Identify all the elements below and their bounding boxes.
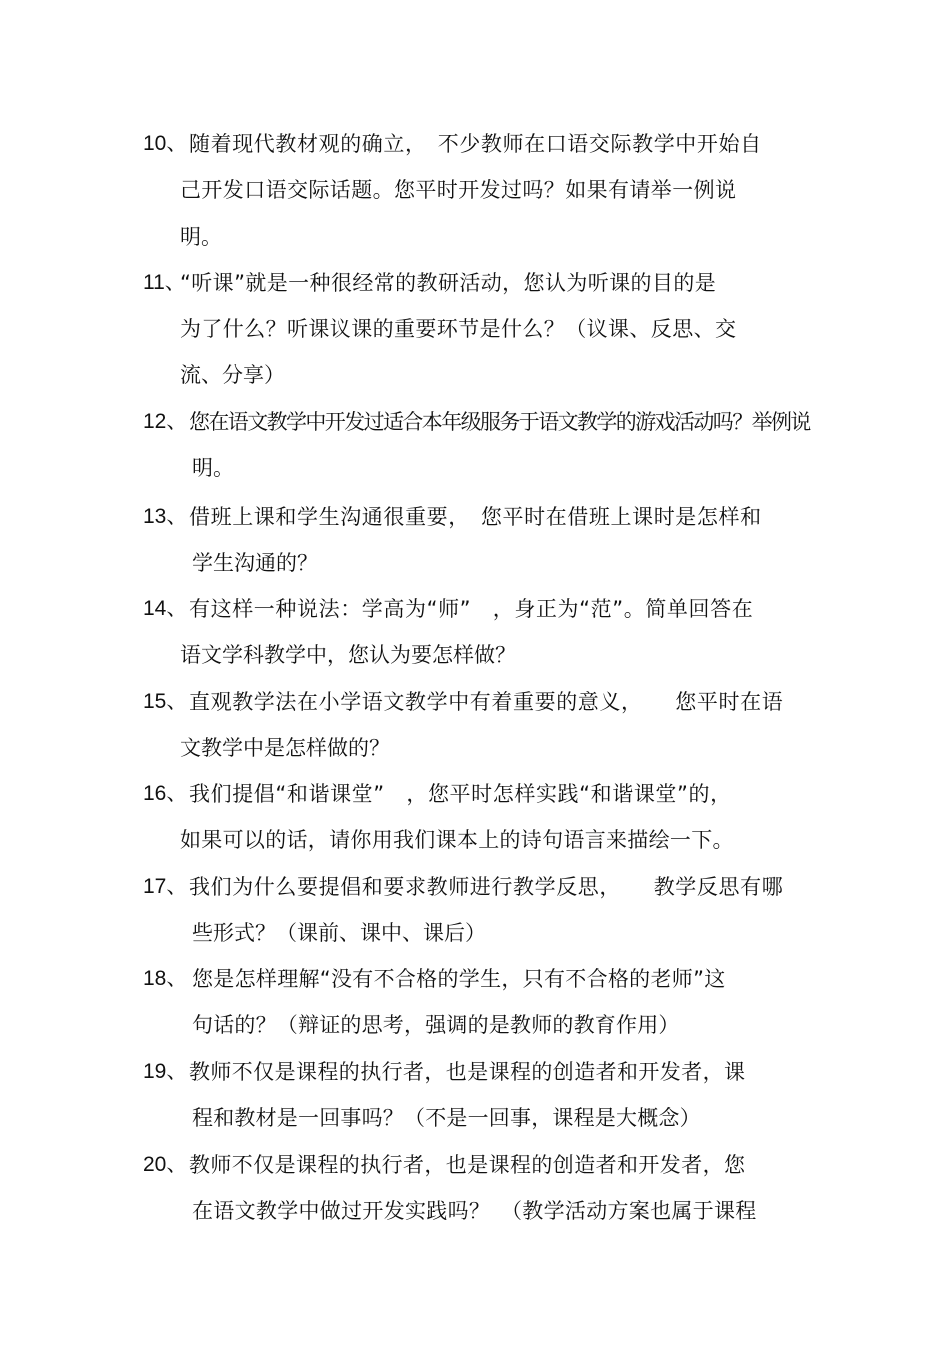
- question-text-line: 教师不仅是课程的执行者，也是课程的创造者和开发者，您: [189, 1153, 746, 1177]
- question-text-line: 教师不仅是课程的执行者，也是课程的创造者和开发者，课: [189, 1060, 746, 1084]
- question-number: 14、: [143, 597, 188, 620]
- question-text-line: 语文学科教学中，您认为要怎样做？: [180, 643, 516, 667]
- question-text-line: 您是怎样理解“没有不合格的学生，只有不合格的老师”这: [192, 967, 726, 991]
- question-number: 18、: [143, 967, 188, 990]
- question-text-line: 我们为什么要提倡和要求教师进行教学反思， 教学反思有哪: [189, 875, 784, 899]
- question-text-line: 如果可以的话，请你用我们课本上的诗句语言来描绘一下。: [180, 828, 734, 852]
- question-number: 10、: [143, 132, 188, 155]
- question-text-line: 文教学中是怎样做的？: [180, 736, 390, 760]
- question-text-line: 有这样一种说法：学高为“师” ，身正为“范”。简单回答在: [189, 597, 754, 621]
- question-text-line: 程和教材是一回事吗？（不是一回事，课程是大概念）: [192, 1106, 701, 1130]
- question-text-line: 您在语文教学中开发过适合本年级服务于语文教学的游戏活动吗？举例说: [189, 410, 810, 434]
- question-text-line: 在语文教学中做过开发实践吗？ （教学活动方案也属于课程: [192, 1199, 757, 1223]
- question-text-line: 句话的？（辩证的思考，强调的是教师的教育作用）: [192, 1013, 680, 1037]
- question-number: 15、: [143, 690, 188, 713]
- question-number: 20、: [143, 1153, 188, 1176]
- question-text-line: 随着现代教材观的确立， 不少教师在口语交际教学中开始自: [189, 132, 762, 156]
- question-text-line: 明。: [192, 456, 234, 480]
- question-number: 11、: [143, 271, 186, 294]
- question-text-line: “听课”就是一种很经常的教研活动，您认为听课的目的是: [180, 271, 717, 295]
- question-text-line: 学生沟通的？: [192, 551, 318, 575]
- question-text-line: 流、分享）: [180, 363, 285, 387]
- question-text-line: 直观教学法在小学语文教学中有着重要的意义， 您平时在语: [189, 690, 784, 714]
- question-text-line: 借班上课和学生沟通很重要， 您平时在借班上课时是怎样和: [189, 505, 762, 529]
- question-text-line: 明。: [180, 225, 222, 249]
- question-number: 19、: [143, 1060, 188, 1083]
- question-number: 13、: [143, 505, 188, 528]
- question-text-line: 我们提倡“和谐课堂” ，您平时怎样实践“和谐课堂”的，: [189, 782, 732, 806]
- question-number: 17、: [143, 875, 188, 898]
- question-text-line: 己开发口语交际话题。您平时开发过吗？如果有请举一例说: [180, 178, 737, 202]
- question-number: 16、: [143, 782, 188, 805]
- question-text-line: 为了什么？听课议课的重要环节是什么？（议课、反思、交: [180, 317, 737, 341]
- question-number: 12、: [143, 410, 188, 433]
- question-text-line: 些形式？（课前、课中、课后）: [192, 921, 486, 945]
